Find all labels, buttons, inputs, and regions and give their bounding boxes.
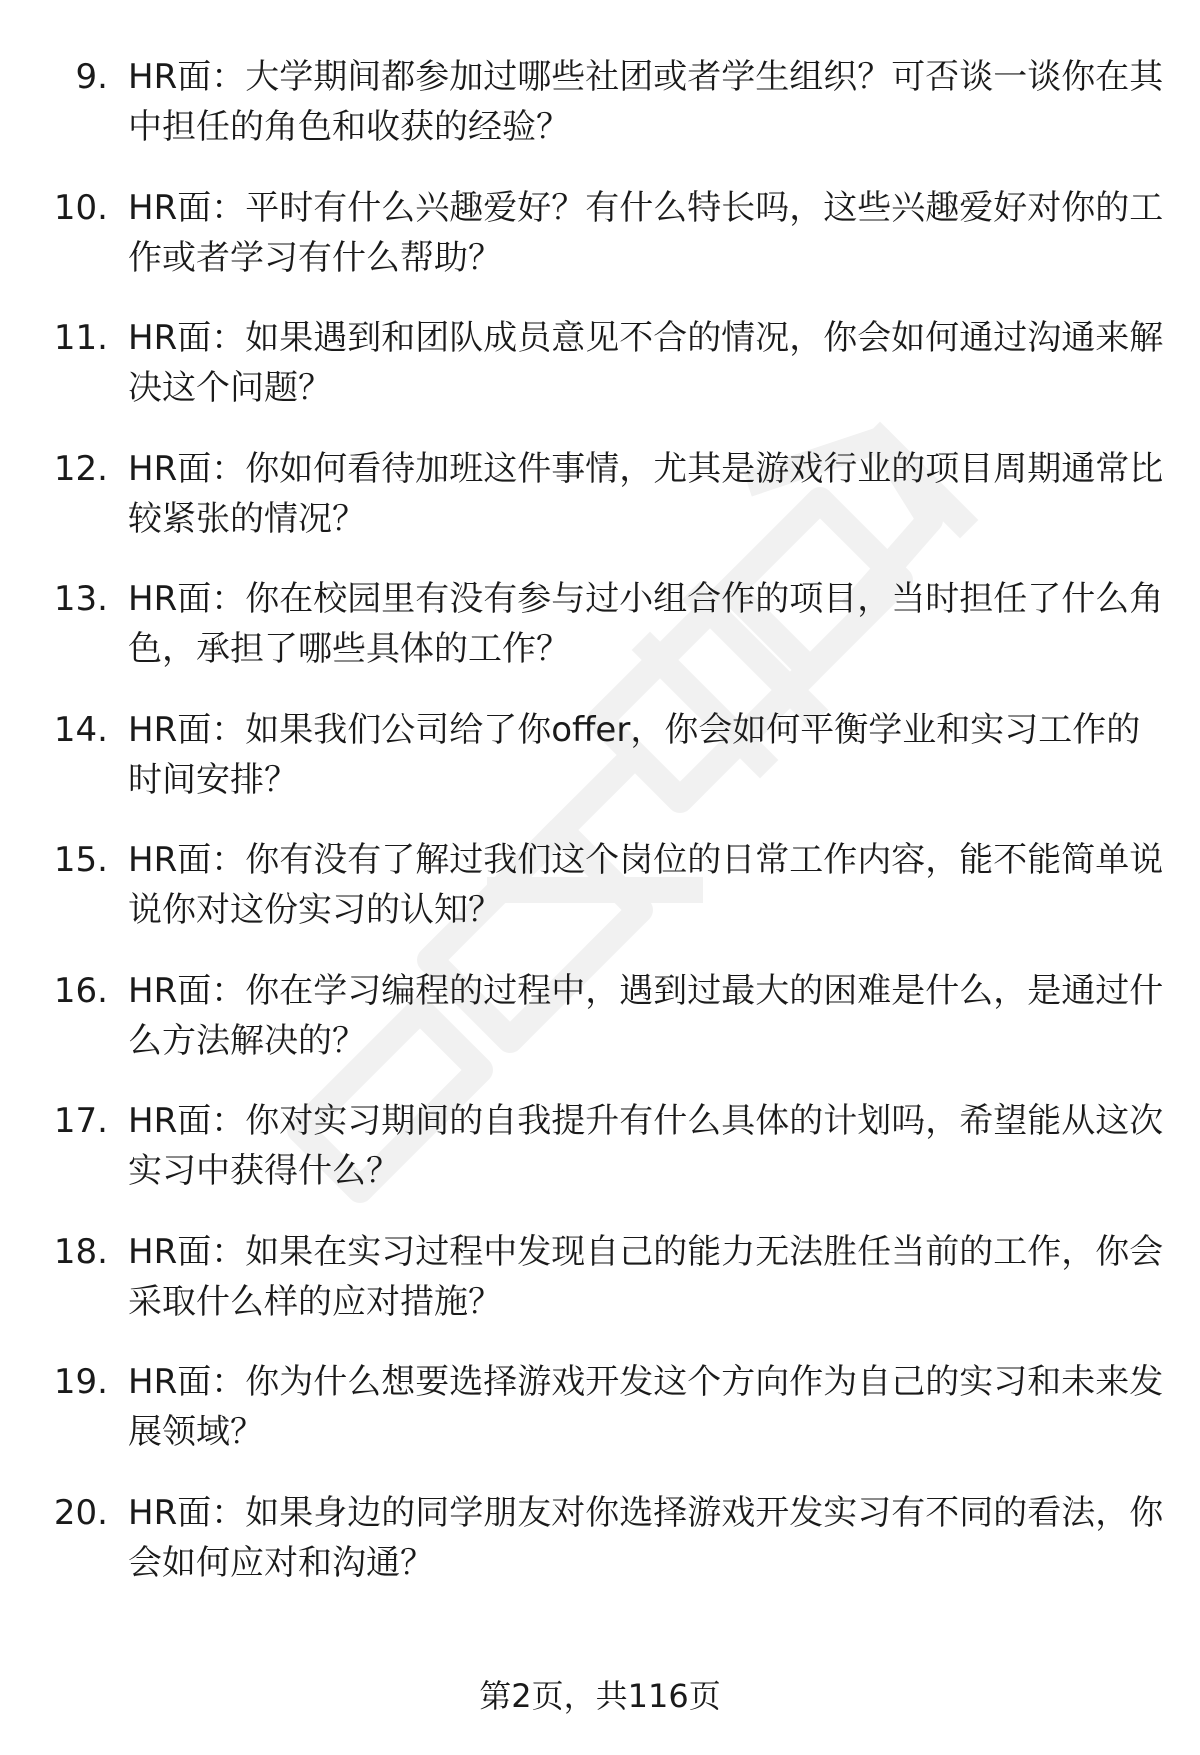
page-footer <box>0 1676 1200 1716</box>
question-item <box>0 1096 1200 1227</box>
question-text: HR面：如果我们公司给了你offer，你会如何平衡学业和实习工作的时间安排？ <box>128 709 1141 800</box>
question-item <box>0 183 1200 314</box>
question-item <box>0 1357 1200 1488</box>
question-number: 19. <box>53 1362 108 1402</box>
question-text: HR面：你在校园里有没有参与过小组合作的项目，当时担任了什么角色，承担了哪些具体的工作？ <box>128 579 1164 669</box>
question-text: HR面：你为什么想要选择游戏开发这个方向作为自己的实习和未来发展领域？ <box>128 1362 1164 1452</box>
question-number: 15. <box>53 840 108 880</box>
question-number: 14. <box>53 709 108 750</box>
question-number: 12. <box>53 448 108 489</box>
question-text: HR面：大学期间都参加过哪些社团或者学生组织？可否谈一谈你在其中担任的角色和收获的经验？ <box>128 57 1164 147</box>
question-text: HR面：你有没有了解过我们这个岗位的日常工作内容，能不能简单说说你对这份实习的认知？ <box>128 840 1164 930</box>
page-indicator: 第2页，共116页 <box>479 1677 721 1715</box>
question-item <box>0 52 1200 183</box>
question-list <box>0 52 1200 1618</box>
question-number: 20. <box>53 1492 108 1533</box>
question-text: HR面：如果遇到和团队成员意见不合的情况，你会如何通过沟通来解决这个问题？ <box>128 318 1164 408</box>
question-text: HR面：如果在实习过程中发现自己的能力无法胜任当前的工作，你会采取什么样的应对措施？ <box>128 1231 1164 1322</box>
question-number: 13. <box>53 579 108 619</box>
question-item <box>0 835 1200 966</box>
question-text: HR面：你在学习编程的过程中，遇到过最大的困难是什么，是通过什么方法解决的？ <box>128 970 1164 1061</box>
question-item <box>0 574 1200 705</box>
question-text: HR面：平时有什么兴趣爱好？有什么特长吗，这些兴趣爱好对你的工作或者学习有什么帮助？ <box>128 187 1164 278</box>
question-text: HR面：如果身边的同学朋友对你选择游戏开发实习有不同的看法，你会如何应对和沟通？ <box>128 1492 1164 1583</box>
question-number: 17. <box>53 1101 108 1141</box>
question-number: 18. <box>53 1231 108 1272</box>
question-number: 9. <box>75 57 108 97</box>
question-item <box>0 313 1200 444</box>
question-item <box>0 1488 1200 1619</box>
question-text: HR面：你对实习期间的自我提升有什么具体的计划吗，希望能从这次实习中获得什么？ <box>128 1101 1164 1191</box>
question-item <box>0 705 1200 836</box>
question-item <box>0 1227 1200 1358</box>
question-number: 11. <box>53 318 108 358</box>
question-number: 10. <box>53 187 108 228</box>
question-item <box>0 444 1200 575</box>
question-number: 16. <box>53 970 108 1011</box>
question-text: HR面：你如何看待加班这件事情，尤其是游戏行业的项目周期通常比较紧张的情况？ <box>128 448 1164 539</box>
question-item <box>0 966 1200 1097</box>
